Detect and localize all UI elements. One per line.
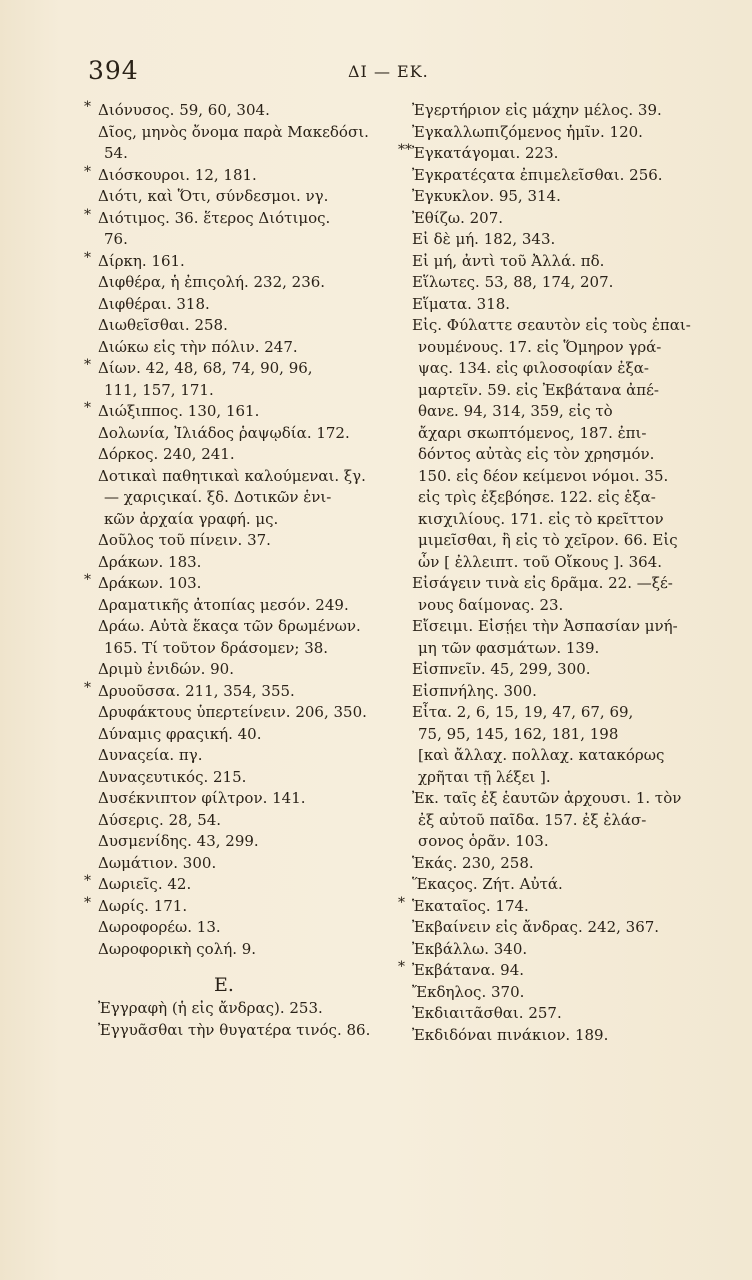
section-spacer (84, 960, 384, 968)
entry-text: Δυσέκνιπτον φίλτρον. 141. (98, 789, 306, 807)
index-entry-continuation (398, 810, 688, 832)
entry-text: — χαριςικαί. ξδ. Δοτικῶν ἑνι- (104, 488, 332, 506)
entry-text: Δοτικαὶ παθητικαὶ καλούμεναι. ξγ. (98, 466, 366, 485)
entry-text: Διότιμος. 36. ἕτερος Διότιμος. (98, 208, 331, 227)
index-entry-continuation (398, 466, 688, 488)
index-entry (398, 982, 688, 1004)
entry-text: δόντος αὐτὰς εἰς τὸν χρησμόν. (418, 445, 655, 463)
asterisk-marker: ** (398, 142, 412, 158)
entry-text: μη τῶν φασμάτων. 139. (418, 638, 600, 657)
asterisk-marker: * (398, 894, 405, 911)
entry-text: Δίων. 42, 48, 68, 74, 90, 96, (98, 359, 313, 377)
index-entry-continuation (398, 358, 688, 380)
entry-text: Δρυοῦσσα. 211, 354, 355. (98, 681, 295, 700)
index-column-right (398, 100, 691, 1046)
entry-text: Εἰ δὲ μή. 182, 343. (412, 230, 556, 248)
index-entry (84, 100, 384, 122)
entry-text: Διότι, καὶ Ὅτι, σύνδεσμοι. νγ. (98, 187, 329, 205)
index-entry (398, 315, 691, 337)
entry-text: Ἐκδιαιτᾶσθαι. 257. (412, 1004, 562, 1022)
entry-text: Δράκων. 183. (98, 552, 202, 571)
index-entry (398, 186, 688, 208)
index-entry (398, 1025, 688, 1047)
index-entry-continuation (398, 552, 688, 574)
entry-text: Διώξιππος. 130, 161. (98, 402, 260, 420)
asterisk-marker: * (398, 959, 405, 975)
entry-text: Ἑκαταῖος. 174. (412, 896, 529, 915)
entry-text: Ἐκβάτανα. 94. (412, 961, 525, 979)
asterisk-marker: * (84, 400, 91, 416)
index-entry (84, 595, 384, 617)
index-entry (398, 143, 688, 165)
entry-text: Δράω. Αὐτὰ ἕκαςα τῶν δρωμένων. (98, 617, 361, 635)
index-entry (84, 186, 384, 208)
index-entry (84, 272, 384, 294)
asterisk-marker: * (84, 679, 91, 696)
page-number: 394 (88, 56, 139, 85)
entry-text: Δύναμις φραςική. 40. (98, 724, 262, 743)
entry-text: Διώκω εἰς τὴν πόλιν. 247. (98, 337, 298, 356)
entry-text: Δωμάτιον. 300. (98, 853, 217, 872)
index-entry (84, 939, 384, 961)
entry-text: Δοῦλος τοῦ πίνειν. 37. (98, 531, 271, 549)
entry-text: Δυναςευτικός. 215. (98, 767, 247, 786)
entry-text: Διόνυσος. 59, 60, 304. (98, 101, 270, 119)
index-entry (398, 251, 688, 273)
entry-text: Ἕκαςος. Ζήτ. Αὐτά. (412, 875, 563, 893)
index-entry (84, 724, 384, 746)
entry-text: ἐξ αὐτοῦ παῖδα. 157. ἐξ ἐλάσ- (418, 810, 647, 829)
entry-text: ἄχαρι σκωπτόμενος, 187. ἐπι- (418, 423, 647, 442)
index-entry (84, 423, 384, 445)
asterisk-marker: * (84, 572, 91, 588)
index-entry (84, 616, 384, 638)
index-entry (84, 466, 384, 488)
entry-text: Δωροφορικὴ ςολή. 9. (98, 939, 257, 958)
index-entry-continuation (84, 380, 384, 402)
index-entry (84, 745, 384, 767)
index-entry (84, 552, 384, 574)
entry-text: Ἐγκρατέςατα ἐπιμελεῖσθαι. 256. (412, 165, 663, 184)
index-entry-continuation (398, 595, 688, 617)
index-entry (84, 788, 384, 810)
entry-text: 54. (104, 144, 128, 162)
index-entry (84, 444, 384, 466)
index-entry (84, 853, 384, 875)
entry-text: Εἰσάγειν τινὰ εἰς δρᾶμα. 22. —ξέ- (412, 574, 673, 592)
entry-text: ψας. 134. εἰς φιλοσοφίαν ἐξα- (418, 359, 649, 377)
entry-text: Διωθεῖσθαι. 258. (98, 316, 228, 334)
index-entry (84, 358, 384, 380)
entry-text: Εἰσπνεῖν. 45, 299, 300. (412, 660, 591, 678)
index-entry-continuation (84, 229, 384, 251)
index-entry (84, 810, 384, 832)
entry-text: Εἵματα. 318. (412, 294, 511, 313)
entry-text: Δωριεῖς. 42. (98, 875, 192, 893)
entry-text: εἰς τρὶς ἐξεβόησε. 122. εἰς ἑξα- (418, 488, 656, 506)
index-entry-continuation (398, 423, 688, 445)
index-entry (84, 122, 384, 144)
index-entry (84, 1020, 384, 1042)
entry-text: Διφθέραι. 318. (98, 294, 210, 313)
entry-text: μαρτεῖν. 59. εἰς Ἐκβάτανα ἀπέ- (418, 380, 659, 399)
entry-text: Δόρκος. 240, 241. (98, 445, 235, 463)
index-entry (398, 100, 688, 122)
entry-text: Δρυφάκτους ὑπερτείνειν. 206, 350. (98, 703, 367, 721)
index-entry-continuation (398, 337, 688, 359)
entry-text: κισχιλίους. 171. εἰς τὸ κρεῖττον (418, 509, 664, 528)
index-entry-continuation (398, 530, 688, 552)
index-entry (398, 165, 688, 187)
entry-text: Διόσκουροι. 12, 181. (98, 165, 257, 184)
entry-text: Δραματικῆς ἀτοπίας μεσόν. 249. (98, 595, 349, 614)
index-entry (84, 896, 384, 918)
index-entry-continuation (84, 638, 384, 660)
entry-text: νους δαίμονας. 23. (418, 595, 564, 614)
entry-text: Ἐγκαλλωπιζόμενος ἡμῖν. 120. (412, 122, 643, 141)
index-entry-continuation (398, 487, 688, 509)
entry-text: Εἰσπνήλης. 300. (412, 681, 537, 700)
entry-text: 150. εἰς δέον κείμενοι νόμοι. 35. (418, 466, 669, 485)
index-entry (84, 874, 384, 896)
index-entry-continuation (398, 745, 688, 767)
entry-text: μιμεῖσθαι, ἢ εἰς τὸ χεῖρον. 66. Εἰς (418, 531, 678, 549)
entry-text: Ἐκβαίνειν εἰς ἄνδρας. 242, 367. (412, 918, 660, 936)
index-entry (398, 229, 688, 251)
index-entry (398, 896, 688, 918)
entry-text: Εἵλωτες. 53, 88, 174, 207. (412, 273, 614, 291)
entry-text: Δράκων. 103. (98, 574, 202, 592)
entry-text: Δυσμενίδης. 43, 299. (98, 832, 259, 850)
entry-text: Δριμὺ ἐνιδών. 90. (98, 660, 234, 678)
index-entry (84, 530, 384, 552)
index-entry (398, 659, 688, 681)
index-entry (84, 681, 384, 703)
entry-text: Εἰς. Φύλαττε σεαυτὸν εἰς τοὺς ἐπαι- (412, 316, 691, 334)
index-entry-continuation (398, 444, 688, 466)
running-head: ΔΙ — ΕΚ. (348, 62, 429, 81)
index-entry (84, 659, 384, 681)
index-entry (398, 853, 688, 875)
entry-text: Δίρκη. 161. (98, 251, 185, 270)
index-entry-continuation (398, 638, 688, 660)
asterisk-marker: * (84, 163, 91, 180)
index-entry (398, 788, 688, 810)
index-entry-continuation (398, 509, 688, 531)
section-heading: Ε. (214, 974, 234, 996)
index-entry (398, 939, 688, 961)
index-entry-continuation (398, 401, 688, 423)
entry-text: Εἴσειμι. Εἰσῄει τὴν Ἀσπασίαν μνή- (412, 617, 678, 635)
index-entry (398, 681, 688, 703)
entry-text: Διφθέρα, ἡ ἐπιςολή. 232, 236. (98, 273, 326, 291)
asterisk-marker: * (84, 873, 91, 889)
entry-text: Δῖος, μηνὸς ὄνομα παρὰ Μακεδόσι. (98, 122, 369, 141)
index-entry (84, 294, 384, 316)
index-entry (398, 294, 688, 316)
asterisk-marker: * (84, 357, 91, 373)
index-entry-continuation (398, 380, 688, 402)
entry-text: κῶν ἀρχαία γραφή. μς. (104, 509, 279, 528)
asterisk-marker: * (84, 206, 91, 223)
entry-text: Ἐγγραφὴ (ἡ εἰς ἄνδρας). 253. (98, 999, 323, 1017)
index-entry (398, 616, 688, 638)
index-entry-continuation (398, 767, 688, 789)
entry-text: Δυναςεία. πγ. (98, 746, 203, 764)
index-entry (398, 874, 688, 896)
entry-text: Ἔκδηλος. 370. (412, 982, 525, 1001)
entry-text: Ἐγερτήριον εἰς μάχην μέλος. 39. (412, 101, 662, 119)
entry-text: Ἐγκυκλον. 95, 314. (412, 187, 561, 205)
entry-text: Δωρίς. 171. (98, 896, 188, 915)
index-entry (84, 998, 384, 1020)
index-entry (84, 401, 384, 423)
asterisk-marker: * (84, 249, 91, 266)
index-entry (84, 831, 384, 853)
index-entry (398, 208, 688, 230)
index-entry-continuation (84, 509, 384, 531)
index-entry (398, 272, 688, 294)
index-entry (398, 917, 688, 939)
index-entry (84, 165, 384, 187)
index-entry (84, 315, 384, 337)
index-entry (398, 1003, 688, 1025)
index-entry (398, 122, 688, 144)
entry-text: 75, 95, 145, 162, 181, 198 (418, 724, 619, 743)
asterisk-marker: * (84, 894, 91, 911)
index-entry (84, 337, 384, 359)
index-entry (84, 573, 384, 595)
entry-text: Δωροφορέω. 13. (98, 918, 221, 936)
index-entry-continuation (84, 143, 384, 165)
entry-text: χρῆται τῇ λέξει ]. (418, 767, 551, 786)
entry-text: Εἰ μή, ἀντὶ τοῦ Ἀλλά. πδ. (412, 251, 605, 270)
entry-text: 165. Τί τοῦτον δράσομεν; 38. (104, 638, 329, 657)
entry-text: Δολωνία, Ἰλιάδος ῥαψῳδία. 172. (98, 423, 350, 442)
index-column-left (84, 100, 384, 1041)
entry-text: 76. (104, 230, 128, 248)
index-entry-continuation (398, 831, 688, 853)
entry-text: Δύσερις. 28, 54. (98, 810, 222, 829)
index-entry (84, 702, 384, 724)
entry-text: Ἐγκατάγομαι. 223. (412, 144, 559, 162)
asterisk-marker: * (84, 99, 91, 115)
entry-text: Ἐγγυᾶσθαι τὴν θυγατέρα τινός. 86. (98, 1020, 371, 1039)
entry-text: Ἐκδιδόναι πινάκιον. 189. (412, 1025, 609, 1044)
index-entry (84, 917, 384, 939)
index-entry-continuation (398, 724, 688, 746)
index-entry (84, 251, 384, 273)
entry-text: θανε. 94, 314, 359, εἰς τὸ (418, 402, 613, 420)
entry-text: Εἶτα. 2, 6, 15, 19, 47, 67, 69, (412, 703, 634, 721)
entry-text: σονος ὁρᾶν. 103. (418, 832, 549, 850)
entry-text: Ἐκ. ταῖς ἐξ ἑαυτῶν ἀρχουσι. 1. τὸν (412, 789, 682, 807)
index-entry (84, 767, 384, 789)
entry-text: νουμένους. 17. εἰς Ὅμηρον γρά- (418, 337, 662, 356)
index-entry (398, 960, 688, 982)
index-entry (398, 573, 688, 595)
entry-text: Ἑκάς. 230, 258. (412, 853, 534, 872)
entry-text: 111, 157, 171. (104, 380, 214, 399)
index-entry-continuation (84, 487, 384, 509)
index-entry (84, 208, 384, 230)
entry-text: ὧν [ ἐλλειπτ. τοῦ Οἴκους ]. 364. (418, 552, 663, 571)
entry-text: Ἐκβάλλω. 340. (412, 939, 528, 958)
index-entry (398, 702, 688, 724)
entry-text: Ἐθίζω. 207. (412, 208, 504, 227)
entry-text: [καὶ ἄλλαχ. πολλαχ. κατακόρως (418, 746, 665, 764)
